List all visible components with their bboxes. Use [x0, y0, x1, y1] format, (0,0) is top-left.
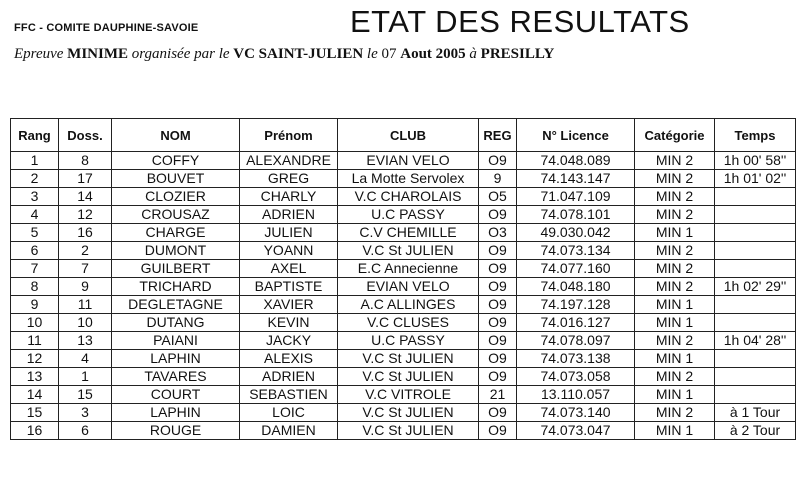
cell-region: O9 [479, 368, 517, 386]
event-text-1: Epreuve [14, 46, 68, 62]
cell-nom: LAPHIN [112, 350, 240, 368]
cell-rang: 6 [11, 242, 59, 260]
cell-dossard: 4 [59, 350, 112, 368]
cell-temps [715, 260, 796, 278]
cell-temps [715, 206, 796, 224]
cell-categorie: MIN 2 [635, 152, 715, 170]
cell-region: O3 [479, 224, 517, 242]
cell-temps [715, 314, 796, 332]
cell-prenom: XAVIER [240, 296, 338, 314]
cell-club: EVIAN VELO [338, 278, 479, 296]
table-row [11, 422, 796, 440]
cell-club: V.C CHAROLAIS [338, 188, 479, 206]
table-row [11, 188, 796, 206]
cell-rang: 9 [11, 296, 59, 314]
cell-region: O9 [479, 206, 517, 224]
cell-categorie: MIN 1 [635, 296, 715, 314]
event-day: 07 [381, 46, 401, 62]
cell-dossard: 3 [59, 404, 112, 422]
cell-nom: CHARGE [112, 224, 240, 242]
event-text-2: organisée par le [128, 46, 234, 62]
column-header-nom: NOM [112, 119, 240, 152]
cell-dossard: 2 [59, 242, 112, 260]
cell-nom: CLOZIER [112, 188, 240, 206]
cell-prenom: GREG [240, 170, 338, 188]
table-row [11, 260, 796, 278]
cell-licence: 74.016.127 [517, 314, 635, 332]
cell-dossard: 16 [59, 224, 112, 242]
cell-nom: TAVARES [112, 368, 240, 386]
cell-region: O5 [479, 188, 517, 206]
cell-rang: 12 [11, 350, 59, 368]
cell-rang: 4 [11, 206, 59, 224]
cell-prenom: YOANN [240, 242, 338, 260]
federation-label: FFC - COMITE DAUPHINE-SAVOIE [14, 22, 199, 34]
cell-categorie: MIN 2 [635, 278, 715, 296]
cell-licence: 74.143.147 [517, 170, 635, 188]
cell-temps [715, 386, 796, 404]
cell-nom: DEGLETAGNE [112, 296, 240, 314]
cell-temps: à 2 Tour [715, 422, 796, 440]
event-text-4: à [465, 46, 481, 62]
cell-temps: 1h 01' 02'' [715, 170, 796, 188]
cell-dossard: 12 [59, 206, 112, 224]
cell-temps [715, 368, 796, 386]
cell-licence: 49.030.042 [517, 224, 635, 242]
cell-licence: 74.073.047 [517, 422, 635, 440]
table-row [11, 278, 796, 296]
cell-nom: LAPHIN [112, 404, 240, 422]
cell-dossard: 11 [59, 296, 112, 314]
cell-region: O9 [479, 242, 517, 260]
cell-prenom: SEBASTIEN [240, 386, 338, 404]
cell-licence: 74.048.089 [517, 152, 635, 170]
cell-club: V.C St JULIEN [338, 422, 479, 440]
cell-categorie: MIN 1 [635, 386, 715, 404]
table-body [11, 152, 796, 440]
cell-region: O9 [479, 332, 517, 350]
cell-prenom: JULIEN [240, 224, 338, 242]
cell-nom: GUILBERT [112, 260, 240, 278]
event-category: MINIME [67, 46, 128, 62]
cell-categorie: MIN 1 [635, 224, 715, 242]
cell-rang: 1 [11, 152, 59, 170]
cell-temps [715, 296, 796, 314]
column-header-club: CLUB [338, 119, 479, 152]
cell-licence: 74.048.180 [517, 278, 635, 296]
cell-prenom: ALEXIS [240, 350, 338, 368]
cell-region: O9 [479, 314, 517, 332]
cell-prenom: DAMIEN [240, 422, 338, 440]
cell-licence: 74.077.160 [517, 260, 635, 278]
cell-licence: 74.197.128 [517, 296, 635, 314]
event-description [14, 46, 554, 63]
cell-rang: 3 [11, 188, 59, 206]
cell-temps: à 1 Tour [715, 404, 796, 422]
cell-region: O9 [479, 278, 517, 296]
cell-dossard: 10 [59, 314, 112, 332]
cell-club: EVIAN VELO [338, 152, 479, 170]
column-header-region: REG [479, 119, 517, 152]
cell-dossard: 8 [59, 152, 112, 170]
cell-region: O9 [479, 260, 517, 278]
cell-rang: 10 [11, 314, 59, 332]
cell-region: O9 [479, 422, 517, 440]
cell-club: V.C St JULIEN [338, 242, 479, 260]
cell-licence: 74.073.134 [517, 242, 635, 260]
cell-dossard: 6 [59, 422, 112, 440]
cell-temps: 1h 00' 58'' [715, 152, 796, 170]
cell-region: O9 [479, 350, 517, 368]
cell-rang: 7 [11, 260, 59, 278]
cell-dossard: 17 [59, 170, 112, 188]
column-header-licence: N° Licence [517, 119, 635, 152]
cell-temps [715, 242, 796, 260]
cell-rang: 15 [11, 404, 59, 422]
cell-categorie: MIN 1 [635, 422, 715, 440]
column-header-categorie: Catégorie [635, 119, 715, 152]
cell-prenom: ADRIEN [240, 368, 338, 386]
cell-categorie: MIN 2 [635, 242, 715, 260]
cell-prenom: LOIC [240, 404, 338, 422]
cell-licence: 74.073.058 [517, 368, 635, 386]
cell-licence: 74.073.140 [517, 404, 635, 422]
cell-rang: 14 [11, 386, 59, 404]
cell-nom: BOUVET [112, 170, 240, 188]
cell-prenom: ADRIEN [240, 206, 338, 224]
cell-dossard: 14 [59, 188, 112, 206]
results-table [10, 118, 796, 440]
event-text-3: le [363, 46, 382, 62]
cell-prenom: BAPTISTE [240, 278, 338, 296]
cell-dossard: 1 [59, 368, 112, 386]
cell-nom: COFFY [112, 152, 240, 170]
cell-categorie: MIN 2 [635, 332, 715, 350]
cell-club: V.C St JULIEN [338, 404, 479, 422]
cell-prenom: CHARLY [240, 188, 338, 206]
cell-region: 21 [479, 386, 517, 404]
cell-nom: ROUGE [112, 422, 240, 440]
cell-club: V.C St JULIEN [338, 368, 479, 386]
cell-club: V.C St JULIEN [338, 350, 479, 368]
table-row [11, 242, 796, 260]
cell-dossard: 13 [59, 332, 112, 350]
cell-licence: 74.078.101 [517, 206, 635, 224]
cell-dossard: 15 [59, 386, 112, 404]
cell-categorie: MIN 2 [635, 368, 715, 386]
cell-categorie: MIN 2 [635, 260, 715, 278]
cell-prenom: JACKY [240, 332, 338, 350]
cell-temps: 1h 02' 29'' [715, 278, 796, 296]
cell-rang: 2 [11, 170, 59, 188]
cell-club: V.C VITROLE [338, 386, 479, 404]
table-row [11, 404, 796, 422]
cell-rang: 13 [11, 368, 59, 386]
column-header-temps: Temps [715, 119, 796, 152]
cell-club: V.C CLUSES [338, 314, 479, 332]
cell-prenom: AXEL [240, 260, 338, 278]
table-row [11, 386, 796, 404]
cell-temps [715, 188, 796, 206]
cell-nom: TRICHARD [112, 278, 240, 296]
cell-region: O9 [479, 404, 517, 422]
cell-temps [715, 350, 796, 368]
cell-club: U.C PASSY [338, 332, 479, 350]
table-row [11, 152, 796, 170]
cell-club: C.V CHEMILLE [338, 224, 479, 242]
event-location: PRESILLY [480, 46, 555, 62]
cell-licence: 74.078.097 [517, 332, 635, 350]
cell-club: La Motte Servolex [338, 170, 479, 188]
cell-rang: 5 [11, 224, 59, 242]
cell-region: 9 [479, 170, 517, 188]
document-title: ETAT DES RESULTATS [350, 4, 690, 39]
cell-prenom: KEVIN [240, 314, 338, 332]
cell-categorie: MIN 1 [635, 350, 715, 368]
cell-nom: DUTANG [112, 314, 240, 332]
cell-prenom: ALEXANDRE [240, 152, 338, 170]
cell-licence: 74.073.138 [517, 350, 635, 368]
cell-club: A.C ALLINGES [338, 296, 479, 314]
cell-region: O9 [479, 152, 517, 170]
cell-dossard: 7 [59, 260, 112, 278]
table-row [11, 206, 796, 224]
cell-nom: COURT [112, 386, 240, 404]
cell-nom: PAIANI [112, 332, 240, 350]
cell-nom: DUMONT [112, 242, 240, 260]
table-row [11, 314, 796, 332]
column-header-dossard: Doss. [59, 119, 112, 152]
cell-rang: 16 [11, 422, 59, 440]
event-organizer: VC SAINT-JULIEN [233, 46, 364, 62]
cell-licence: 71.047.109 [517, 188, 635, 206]
column-header-prenom: Prénom [240, 119, 338, 152]
cell-temps [715, 224, 796, 242]
cell-categorie: MIN 2 [635, 188, 715, 206]
cell-region: O9 [479, 296, 517, 314]
table-row [11, 170, 796, 188]
cell-categorie: MIN 1 [635, 314, 715, 332]
cell-club: E.C Annecienne [338, 260, 479, 278]
cell-rang: 11 [11, 332, 59, 350]
table-row [11, 296, 796, 314]
cell-club: U.C PASSY [338, 206, 479, 224]
cell-categorie: MIN 2 [635, 404, 715, 422]
table-row [11, 368, 796, 386]
table-row [11, 350, 796, 368]
cell-dossard: 9 [59, 278, 112, 296]
cell-licence: 13.110.057 [517, 386, 635, 404]
cell-nom: CROUSAZ [112, 206, 240, 224]
table-row [11, 224, 796, 242]
cell-rang: 8 [11, 278, 59, 296]
table-header-row [11, 119, 796, 152]
cell-categorie: MIN 2 [635, 170, 715, 188]
cell-temps: 1h 04' 28'' [715, 332, 796, 350]
event-month-year: Aout 2005 [400, 46, 466, 62]
cell-categorie: MIN 2 [635, 206, 715, 224]
table-row [11, 332, 796, 350]
column-header-rang: Rang [11, 119, 59, 152]
